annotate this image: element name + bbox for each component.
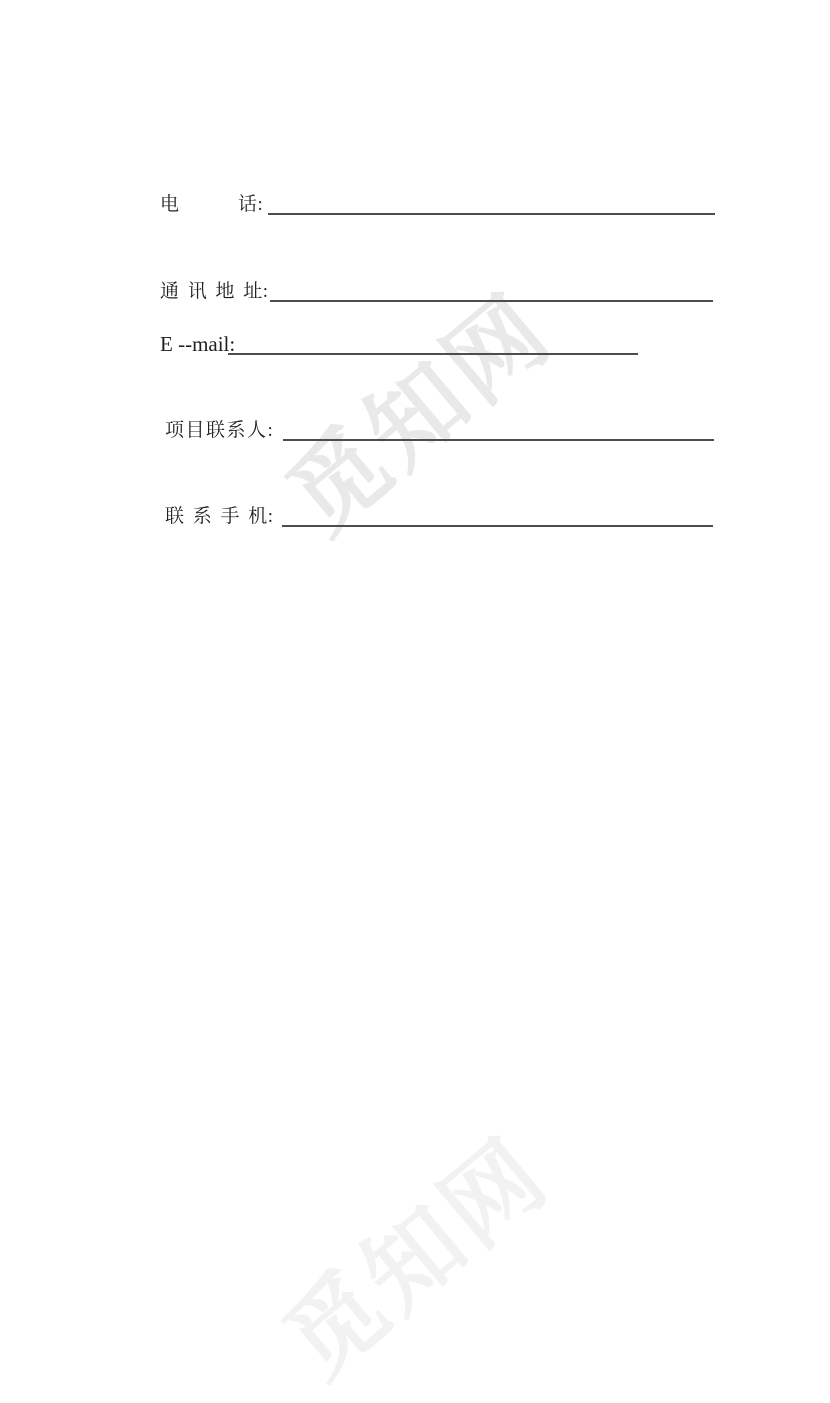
field-row-contact-mobile [165, 505, 713, 527]
field-label-email: E --mail: [160, 332, 236, 356]
field-blank-phone[interactable] [268, 193, 715, 215]
field-blank-contact-mobile[interactable] [282, 505, 713, 527]
field-row-phone [160, 193, 715, 215]
field-label-project-contact: 项目联系人: [165, 420, 275, 441]
field-label-contact-mobile: 联 系 手 机: [165, 506, 274, 527]
watermark-text: 觅知网 [268, 274, 572, 554]
field-label-mailing-address: 通 讯 地 址: [160, 281, 269, 302]
field-row-project-contact [165, 419, 714, 441]
field-row-email [160, 332, 638, 355]
field-blank-project-contact[interactable] [283, 419, 714, 441]
field-row-mailing-address [160, 280, 713, 302]
field-label-phone: 电 话: [160, 194, 264, 215]
field-blank-mailing-address[interactable] [270, 280, 713, 302]
field-blank-email[interactable] [228, 332, 638, 355]
watermark-text-partial: 觅知网 [265, 1118, 569, 1398]
